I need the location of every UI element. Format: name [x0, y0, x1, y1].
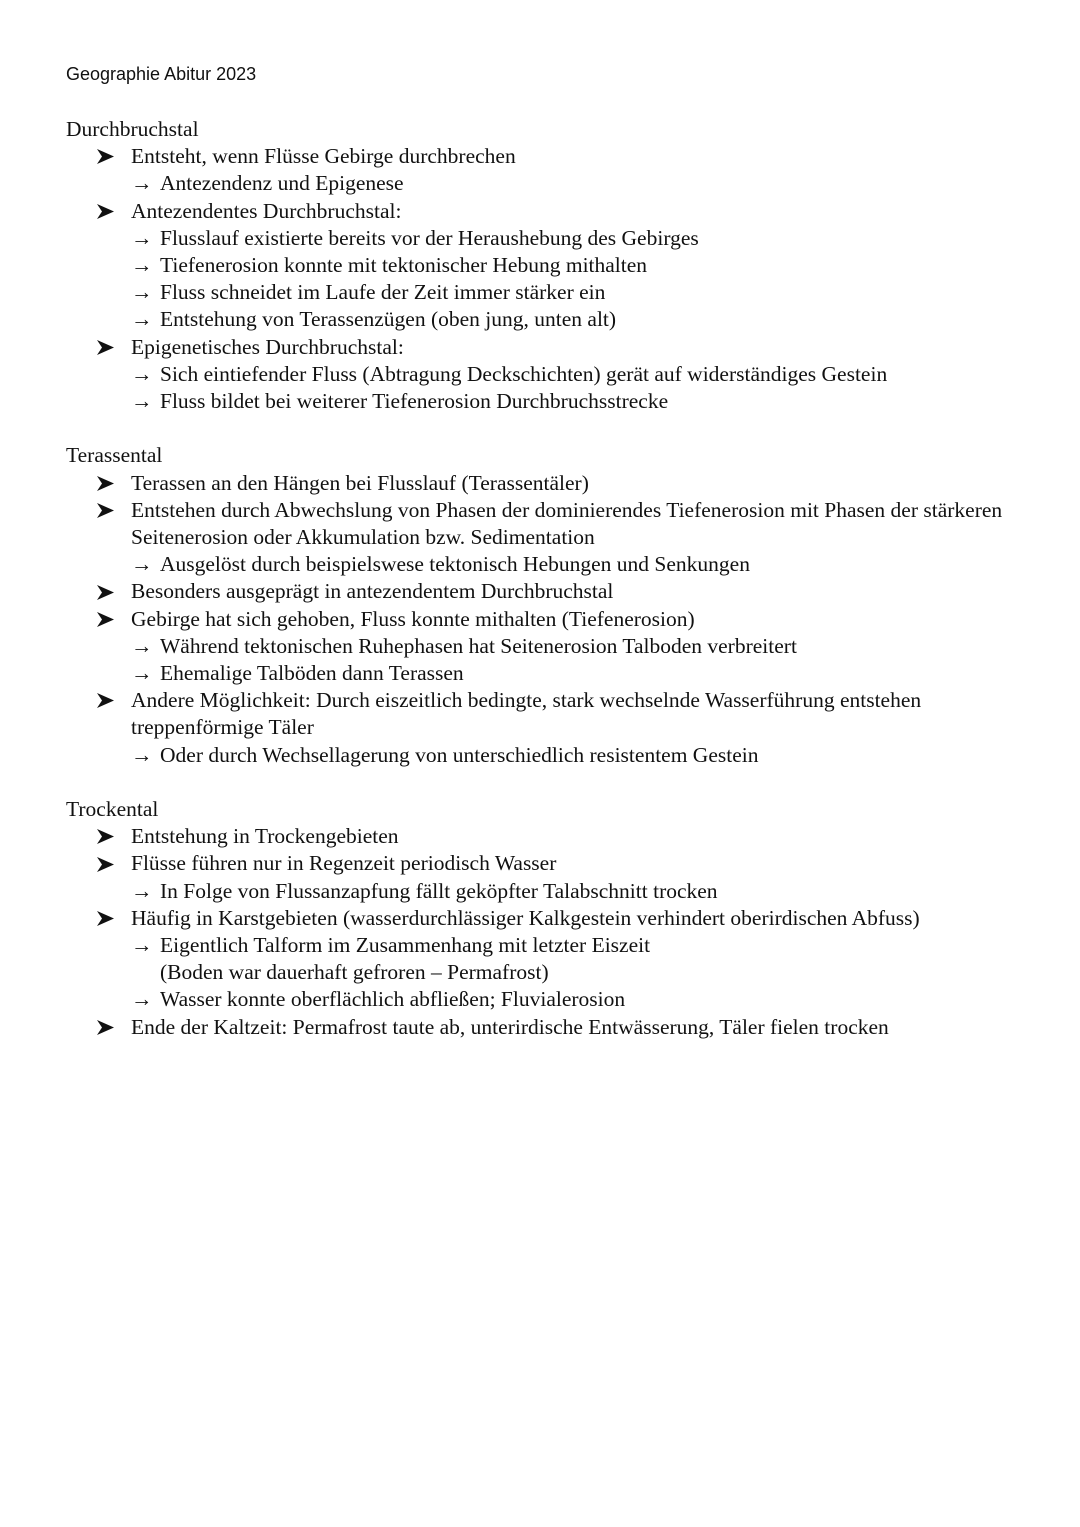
bullet-text: Gebirge hat sich gehoben, Fluss konnte mithalten (Tiefenerosion)	[131, 606, 695, 631]
list-item	[66, 143, 1016, 197]
sub-item-text: Oder durch Wechsellagerung von unterschiedlich resistentem Gestein	[160, 742, 759, 767]
sub-item	[131, 252, 1016, 279]
list-item	[66, 823, 1016, 850]
sub-item-text: Fluss bildet bei weiterer Tiefenerosion Durchbruchsstrecke	[160, 389, 669, 414]
page-header: Geographie Abitur 2023	[66, 64, 257, 84]
right-arrow-icon: →	[131, 633, 153, 658]
section-trockental	[66, 796, 1016, 1041]
bullet-text: Entstehung in Trockengebieten	[131, 824, 399, 849]
right-arrow-icon: →	[131, 307, 153, 332]
sub-item	[131, 551, 1016, 578]
list-item	[66, 470, 1016, 497]
arrowhead-bullet-icon	[97, 905, 119, 932]
list-item	[66, 578, 1016, 605]
arrowhead-bullet-icon	[97, 850, 119, 877]
right-arrow-icon: →	[131, 878, 153, 903]
list-item	[66, 687, 1016, 769]
sub-item-text: In Folge von Flussanzapfung fällt geköpfter Talabschnitt trocken	[160, 878, 718, 903]
right-arrow-icon: →	[131, 742, 153, 767]
arrowhead-bullet-icon	[97, 198, 119, 225]
right-arrow-icon: →	[131, 225, 153, 250]
bullet-text: Terassen an den Hängen bei Flusslauf (Terassentäler)	[131, 470, 589, 495]
section-title: Terassental	[66, 443, 163, 468]
sub-item	[131, 633, 1016, 660]
sub-item-text: Sich eintiefender Fluss (Abtragung Deckschichten) gerät auf widerständiges Gestein	[160, 361, 888, 386]
list-item	[66, 497, 1016, 579]
arrowhead-bullet-icon	[97, 578, 119, 605]
right-arrow-icon: →	[131, 280, 153, 305]
right-arrow-icon: →	[131, 171, 153, 196]
bullet-text: Besonders ausgeprägt in antezendentem Durchbruchstal	[131, 579, 614, 604]
arrowhead-bullet-icon	[97, 687, 119, 714]
sub-item	[131, 932, 1016, 959]
sub-item	[131, 225, 1016, 252]
section-terassental	[66, 442, 1016, 768]
list-item	[66, 606, 1016, 688]
right-arrow-icon: →	[131, 661, 153, 686]
bullet-text: Andere Möglichkeit: Durch eiszeitlich bedingte, stark wechselnde Wasserführung entstehen treppenförmige Täler	[131, 688, 922, 740]
bullet-text: Entsteht, wenn Flüsse Gebirge durchbrechen	[131, 144, 516, 169]
right-arrow-icon: →	[131, 552, 153, 577]
section-title: Trockental	[66, 797, 159, 822]
list-item	[66, 1014, 1016, 1041]
bullet-list	[66, 823, 1016, 1041]
bullet-text: Flüsse führen nur in Regenzeit periodisch Wasser	[131, 851, 557, 876]
bullet-text: Ende der Kaltzeit: Permafrost taute ab, unterirdische Entwässerung, Täler fielen trocken	[131, 1014, 889, 1039]
sub-item-text: Antezendenz und Epigenese	[160, 171, 404, 196]
section-title: Durchbruchstal	[66, 117, 199, 141]
sub-item-text: Tiefenerosion konnte mit tektonischer Hebung mithalten	[160, 253, 648, 278]
sub-item-text: Eigentlich Talform im Zusammenhang mit letzter Eiszeit	[160, 933, 651, 958]
sub-item	[131, 388, 1016, 415]
bullet-text: Entstehen durch Abwechslung von Phasen der dominierendes Tiefenerosion mit Phasen der stärkeren Seitenerosion oder Akkumulation bzw. Sedimentation	[131, 497, 1003, 550]
right-arrow-icon: →	[131, 361, 153, 386]
sub-item	[131, 306, 1016, 333]
sub-item	[131, 878, 1016, 905]
arrowhead-bullet-icon	[97, 143, 119, 170]
sub-item-text: Während tektonischen Ruhephasen hat Seitenerosion Talboden verbreitert	[160, 633, 797, 658]
list-item	[66, 850, 1016, 904]
bullet-text: Epigenetisches Durchbruchstal:	[131, 334, 404, 359]
document-content	[66, 116, 1016, 1068]
sub-item-text: Ehemalige Talböden dann Terassen	[160, 661, 464, 686]
bullet-list	[66, 143, 1016, 415]
arrowhead-bullet-icon	[97, 497, 119, 524]
right-arrow-icon: →	[131, 253, 153, 278]
arrowhead-bullet-icon	[97, 334, 119, 361]
right-arrow-icon: →	[131, 987, 153, 1012]
sub-item-text: Wasser konnte oberflächlich abfließen; Fluvialerosion	[160, 987, 626, 1012]
sub-item	[131, 170, 1016, 197]
list-item	[66, 334, 1016, 416]
section-durchbruchstal	[66, 116, 1016, 415]
bullet-list	[66, 470, 1016, 769]
sub-item-text: Ausgelöst durch beispielswese tektonisch Hebungen und Senkungen	[160, 552, 750, 577]
sub-item	[131, 279, 1016, 306]
bullet-text: Antezendentes Durchbruchstal:	[131, 198, 402, 223]
sub-item-continuation: (Boden war dauerhaft gefroren – Permafrost)	[160, 960, 549, 985]
list-item	[66, 198, 1016, 334]
bullet-text: Häufig in Karstgebieten (wasserdurchlässiger Kalkgestein verhindert oberirdischen Abfuss)	[131, 905, 920, 930]
right-arrow-icon: →	[131, 389, 153, 414]
sub-item-text: Fluss schneidet im Laufe der Zeit immer stärker ein	[160, 280, 606, 305]
arrowhead-bullet-icon	[97, 1014, 119, 1041]
arrowhead-bullet-icon	[97, 606, 119, 633]
sub-item-text: Flusslauf existierte bereits vor der Heraushebung des Gebirges	[160, 225, 699, 250]
arrowhead-bullet-icon	[97, 823, 119, 850]
arrowhead-bullet-icon	[97, 470, 119, 497]
sub-item-text: Entstehung von Terassenzügen (oben jung, unten alt)	[160, 307, 617, 332]
sub-item	[131, 660, 1016, 687]
sub-item	[131, 361, 1016, 388]
right-arrow-icon: →	[131, 933, 153, 958]
sub-item	[131, 742, 1016, 769]
sub-item	[131, 986, 1016, 1013]
list-item	[66, 905, 1016, 1014]
